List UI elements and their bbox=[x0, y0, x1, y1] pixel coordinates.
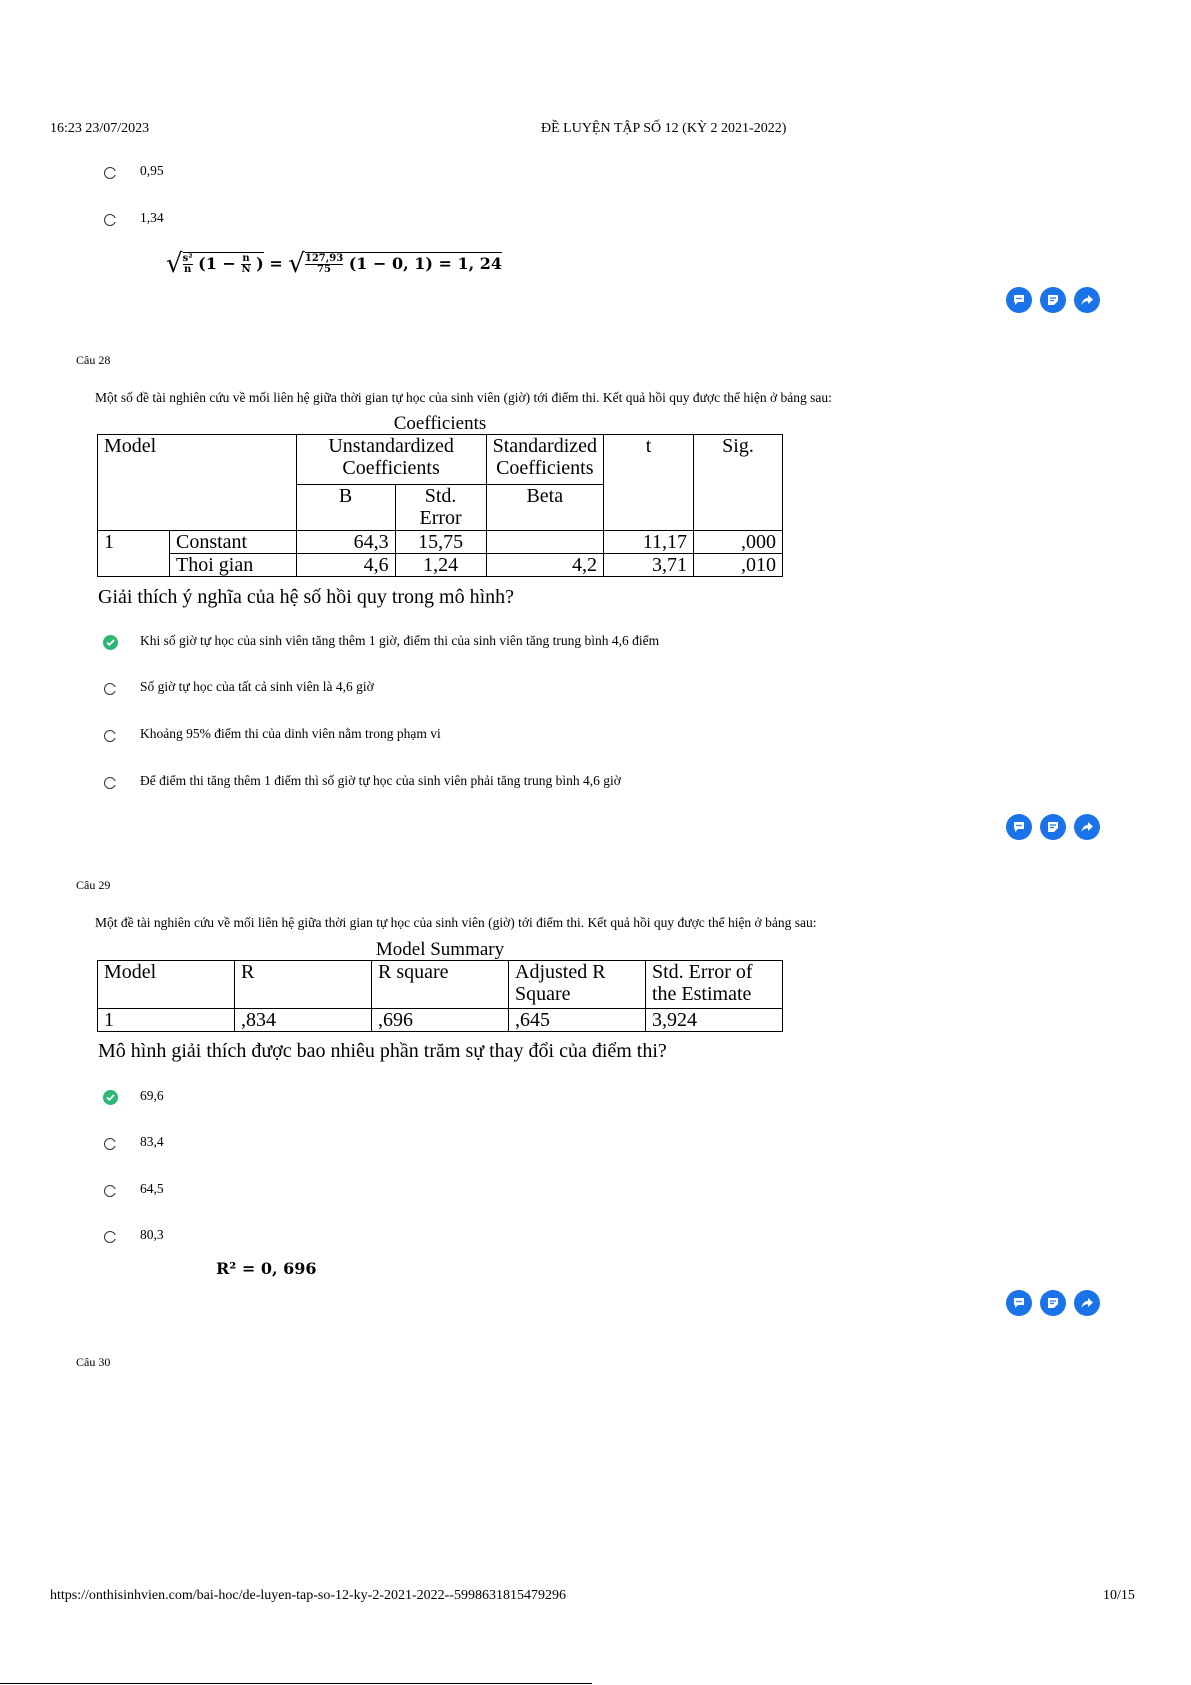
radio-q27-opt3[interactable] bbox=[104, 167, 116, 179]
table-caption: Model Summary bbox=[375, 939, 505, 960]
share-icon[interactable] bbox=[1074, 814, 1100, 840]
table-cell: ,000 bbox=[694, 531, 783, 554]
table-cell: 64,3 bbox=[296, 531, 395, 554]
table-header: Adjusted R Square bbox=[509, 961, 646, 1009]
radio-q28-opt4[interactable] bbox=[104, 777, 116, 789]
table-header: Standardized Coefficients bbox=[486, 435, 603, 485]
q28-option-label[interactable]: Khoảng 95% điểm thi của dinh viên nằm trong phạm vi bbox=[140, 726, 441, 741]
table-header: t bbox=[604, 435, 694, 531]
correct-check-icon[interactable] bbox=[103, 1090, 118, 1105]
table-header: Std. Error of the Estimate bbox=[646, 961, 783, 1009]
table-cell: 1 bbox=[98, 531, 170, 577]
coefficients-table bbox=[97, 434, 783, 577]
share-icon[interactable] bbox=[1074, 287, 1100, 313]
model-summary-table bbox=[97, 960, 783, 1032]
table-header: R bbox=[235, 961, 372, 1009]
page-url[interactable]: https://onthisinhvien.com/bai-hoc/de-luyen-tap-so-12-ky-2-2021-2022--5998631815479296 bbox=[50, 1588, 566, 1603]
table-cell: Constant bbox=[170, 531, 297, 554]
question-number: Câu 30 bbox=[76, 1355, 111, 1369]
table-cell: 4,6 bbox=[296, 554, 395, 577]
comment-icon[interactable] bbox=[1006, 814, 1032, 840]
comment-icon[interactable] bbox=[1006, 1290, 1032, 1316]
radio-q29-opt2[interactable] bbox=[104, 1138, 116, 1150]
footer-divider bbox=[0, 1683, 592, 1684]
table-row bbox=[98, 554, 783, 577]
table-cell: 1 bbox=[98, 1009, 235, 1032]
table-cell: 11,17 bbox=[604, 531, 694, 554]
question-text: Mô hình giải thích được bao nhiêu phần trăm sự thay đổi của điểm thi? bbox=[98, 1040, 667, 1062]
table-cell: 15,75 bbox=[395, 531, 486, 554]
table-header: Beta bbox=[486, 485, 603, 531]
radio-q29-opt4[interactable] bbox=[104, 1231, 116, 1243]
table-row bbox=[98, 1009, 783, 1032]
table-cell: ,645 bbox=[509, 1009, 646, 1032]
table-header: Unstandardized Coefficients bbox=[296, 435, 486, 485]
table-cell: 1,24 bbox=[395, 554, 486, 577]
table-cell: 3,71 bbox=[604, 554, 694, 577]
correct-check-icon[interactable] bbox=[103, 635, 118, 650]
comment-icon[interactable] bbox=[1006, 287, 1032, 313]
q29-option-label[interactable]: 69,6 bbox=[140, 1088, 164, 1103]
question-number: Câu 29 bbox=[76, 878, 111, 892]
radio-q28-opt3[interactable] bbox=[104, 730, 116, 742]
table-cell bbox=[486, 531, 603, 554]
table-caption: Coefficients bbox=[393, 413, 487, 434]
table-header: R square bbox=[372, 961, 509, 1009]
q28-option-label[interactable]: Số giờ tự học của tất cả sinh viên là 4,6 giờ bbox=[140, 679, 374, 694]
note-icon[interactable] bbox=[1040, 1290, 1066, 1316]
q29-option-label[interactable]: 80,3 bbox=[140, 1227, 164, 1242]
share-icon[interactable] bbox=[1074, 1290, 1100, 1316]
page-title: ĐỀ LUYỆN TẬP SỐ 12 (KỲ 2 2021-2022) bbox=[541, 121, 787, 136]
q29-option-label[interactable]: 83,4 bbox=[140, 1134, 164, 1149]
q28-option-label[interactable]: Khi số giờ tự học của sinh viên tăng thêm 1 giờ, điểm thi của sinh viên tăng trung bình 4,6 điểm bbox=[140, 633, 660, 648]
q28-option-label[interactable]: Để điểm thi tăng thêm 1 điểm thì số giờ tự học của sinh viên phải tăng trung bình 4,6 giờ bbox=[140, 773, 621, 788]
radio-q29-opt3[interactable] bbox=[104, 1185, 116, 1197]
page-number: 10/15 bbox=[1103, 1588, 1135, 1603]
question-prompt: Một đề tài nghiên cứu về mối liên hệ giữa thời gian tự học của sinh viên (giờ) tới điểm thi. Kết quả hồi quy được thể hiện ở bảng sau: bbox=[95, 915, 817, 930]
q27-option-label[interactable]: 0,95 bbox=[140, 163, 164, 178]
question-prompt: Một số đề tài nghiên cứu về mối liên hệ giữa thời gian tự học của sinh viên (giờ) tới điểm thi. Kết quả hồi quy được thể hiện ở bảng sau: bbox=[95, 390, 832, 405]
table-header: Model bbox=[98, 435, 297, 531]
table-cell: ,834 bbox=[235, 1009, 372, 1032]
table-cell: 4,2 bbox=[486, 554, 603, 577]
print-datetime: 16:23 23/07/2023 bbox=[50, 121, 150, 136]
table-header: Sig. bbox=[694, 435, 783, 531]
note-icon[interactable] bbox=[1040, 814, 1066, 840]
q27-option-label[interactable]: 1,34 bbox=[140, 210, 164, 225]
question-text: Giải thích ý nghĩa của hệ số hồi quy trong mô hình? bbox=[98, 586, 515, 608]
table-cell: ,010 bbox=[694, 554, 783, 577]
q27-explanation-formula: √ $\frac{\text{s²}}{n}$ (1 − $\frac{n}{N}$ ) = √ $\frac{127,93}{75}$ (1 − 0, 1) = 1, 24 bbox=[166, 249, 503, 279]
note-icon[interactable] bbox=[1040, 287, 1066, 313]
radio-q28-opt2[interactable] bbox=[104, 683, 116, 695]
table-header: B bbox=[296, 485, 395, 531]
q29-option-label[interactable]: 64,5 bbox=[140, 1181, 164, 1196]
radio-q27-opt4[interactable] bbox=[104, 214, 116, 226]
table-cell: Thoi gian bbox=[170, 554, 297, 577]
table-cell: 3,924 bbox=[646, 1009, 783, 1032]
table-header: Model bbox=[98, 961, 235, 1009]
table-cell: ,696 bbox=[372, 1009, 509, 1032]
q29-explanation-formula: R² = 0, 696 bbox=[216, 1259, 317, 1278]
question-number: Câu 28 bbox=[76, 353, 111, 367]
table-header: Std. Error bbox=[395, 485, 486, 531]
table-row bbox=[98, 531, 783, 554]
